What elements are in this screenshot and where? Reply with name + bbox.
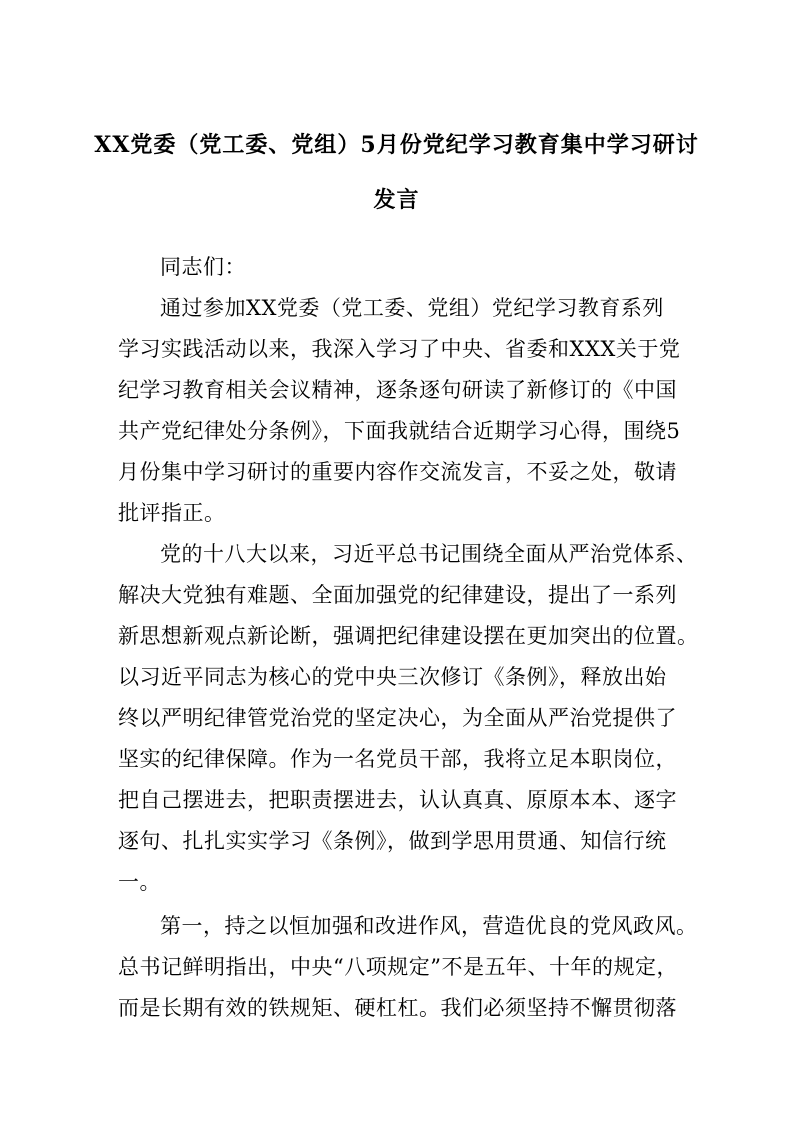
paragraph-line: 一。: [118, 870, 161, 894]
paragraph-line: 月份集中学习研讨的重要内容作交流发言，不妥之处，敬请: [118, 460, 677, 484]
paragraph-line: 学习实践活动以来，我深入学习了中央、省委和XXX关于党: [118, 337, 681, 361]
paragraph-line: 批评指正。: [118, 501, 226, 525]
paragraph-line: 第一，持之以恒加强和改进作风，营造优良的党风政风。: [160, 914, 698, 938]
paragraph-line: 把自己摆进去，把职责摆进去，认认真真、原原本本、逐字: [118, 788, 677, 812]
paragraph-line: 坚实的纪律保障。作为一名党员干部，我将立足本职岗位，: [118, 747, 677, 771]
paragraph-line: 纪学习教育相关会议精神，逐条逐句研读了新修订的《中国: [118, 378, 677, 402]
paragraph-line: 新思想新观点新论断，强调把纪律建设摆在更加突出的位置。: [118, 624, 699, 648]
document-title-line-1: XX党委（党工委、党组）5月份党纪学习教育集中学习研讨: [94, 132, 699, 158]
paragraph-line: 共产党纪律处分条例》，下面我就结合近期学习心得，围绕5: [118, 419, 681, 443]
paragraph-line: 终以严明纪律管党治党的坚定决心，为全面从严治党提供了: [118, 706, 677, 730]
salutation: 同志们：: [160, 255, 246, 279]
paragraph-line: 总书记鲜明指出，中央“八项规定”不是五年、十年的规定，: [118, 955, 678, 979]
paragraph-line: 通过参加XX党委（党工委、党组）党纪学习教育系列: [160, 296, 664, 320]
document-title-line-2: 发言: [373, 187, 420, 213]
paragraph-line: 逐句、扎扎实实学习《条例》，做到学思用贯通、知信行统: [118, 829, 667, 853]
paragraph-line: 以习近平同志为核心的党中央三次修订《条例》，释放出始: [118, 665, 667, 689]
paragraph-line: 党的十八大以来，习近平总书记围绕全面从严治党体系、: [160, 542, 698, 566]
paragraph-line: 而是长期有效的铁规矩、硬杠杠。我们必须坚持不懈贯彻落: [118, 996, 677, 1020]
paragraph-line: 解决大党独有难题、全面加强党的纪律建设，提出了一系列: [118, 583, 677, 607]
